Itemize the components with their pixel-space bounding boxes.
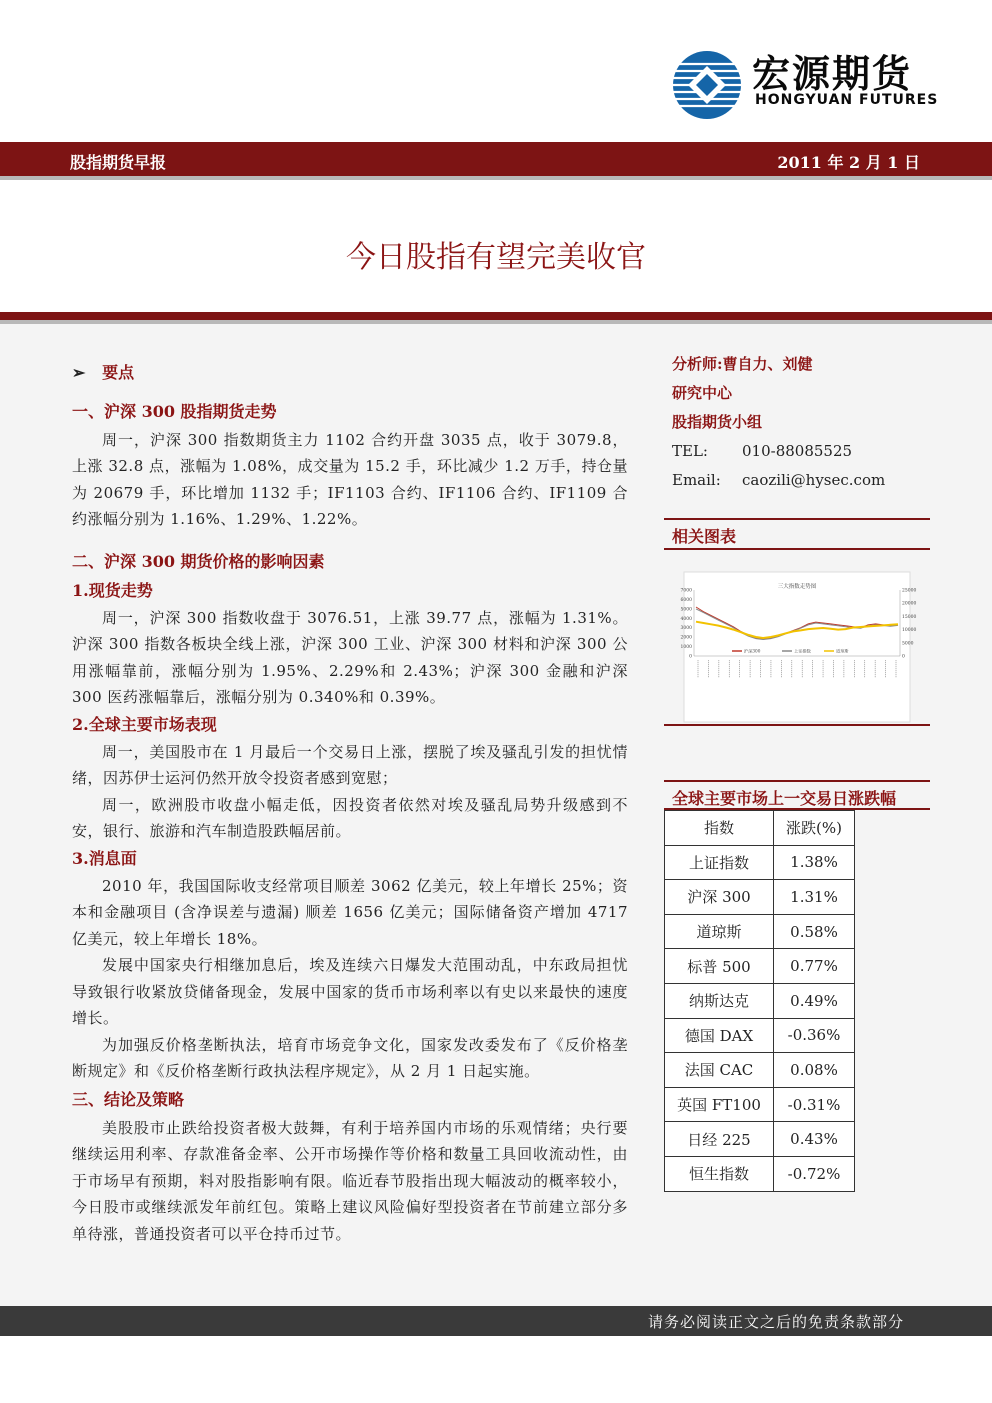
table-row <box>665 1018 855 1053</box>
brand-name-cn: 宏源期货 <box>752 52 913 96</box>
subsection-news-paragraph: 2010 年，我国国际收支经常项目顺差 3062 亿美元，较上年增长 25%；资本和金融项目 (含净误差与遗漏) 顺差 1656 亿美元；国际储备资产增加 4717 亿美元，较上年增长 18%。 <box>72 876 628 948</box>
y-tick-left: 5000 <box>680 607 692 613</box>
report-date: 2011 年 2 月 1 日 <box>777 153 920 172</box>
chart-divider <box>664 724 930 726</box>
index-change: 0.77% <box>774 949 855 984</box>
y-tick-right: 10000 <box>902 628 917 634</box>
subsection-spot-paragraph: 周一，沪深 300 指数收盘于 3076.51，上涨 39.77 点，涨幅为 1.31%。沪深 300 指数各板块全线上涨，沪深 300 工业、沪深 300 材料和沪深 300 公用涨幅靠前，涨幅分别为 1.95%、2.29%和 2.43%；沪深 300 金融和沪深 300 医药涨幅靠后，涨幅分别为 0.340%和 0.39%。 <box>72 608 628 706</box>
table-row <box>665 880 855 915</box>
index-change: 0.08% <box>774 1053 855 1088</box>
email-row <box>672 466 932 495</box>
y-tick-left: 7000 <box>680 588 692 594</box>
index-change: -0.31% <box>774 1087 855 1122</box>
analyst-info <box>672 350 932 495</box>
markets-table <box>664 810 855 1192</box>
y-tick-right: 20000 <box>902 601 917 607</box>
brand-name-en: HONGYUAN FUTURES <box>755 92 939 108</box>
index-name: 标普 500 <box>665 949 774 984</box>
y-tick-right: 25000 <box>902 588 917 594</box>
subsection-news-paragraph: 发展中国家央行相继加息后，埃及连续六日爆发大范围动乱，中东政局担忧导致银行收紧放贷储备现金，发展中国家的货币市场利率以有史以来最快的速度增长。 <box>72 956 628 1027</box>
index-change: 0.43% <box>774 1122 855 1157</box>
key-points-heading: ➢ 要点 <box>72 363 135 382</box>
index-change: 1.31% <box>774 880 855 915</box>
arrow-bullet-icon: ➢ <box>72 363 86 382</box>
index-name: 法国 CAC <box>665 1053 774 1088</box>
hongyuan-logo-icon <box>672 50 742 120</box>
table-row <box>665 1087 855 1122</box>
tel-row <box>672 437 932 466</box>
y-tick-right: 0 <box>902 654 905 660</box>
subsection-global-paragraph: 周一，欧洲股市收盘小幅走低，因投资者依然对埃及骚乱局势升级感到不安，银行、旅游和汽车制造股跌幅居前。 <box>72 795 628 840</box>
y-tick-left: 3000 <box>680 626 692 632</box>
table-row <box>665 949 855 984</box>
email-link[interactable]: caozili@hysec.com <box>742 471 886 489</box>
subsection-spot-heading: 1.现货走势 <box>72 580 153 600</box>
table-row <box>665 983 855 1018</box>
chart-title: 三大指数走势图 <box>777 584 817 590</box>
header-band-shadow <box>0 176 992 180</box>
tel-label: TEL: <box>672 442 708 460</box>
index-change: -0.36% <box>774 1018 855 1053</box>
title-divider <box>0 312 992 320</box>
legend-label: 上证指数 <box>794 648 811 654</box>
index-name: 上证指数 <box>665 845 774 880</box>
index-name: 纳斯达克 <box>665 983 774 1018</box>
y-tick-right: 15000 <box>902 614 917 620</box>
legend-label: 道琼斯 <box>836 648 849 654</box>
index-trend-chart <box>664 550 930 724</box>
table-row <box>665 1122 855 1157</box>
report-type: 股指期货早报 <box>70 153 167 172</box>
related-charts-heading: 相关图表 <box>664 518 930 550</box>
section-2-heading: 二、沪深 300 期货价格的影响因素 <box>72 551 325 571</box>
table-row <box>665 1156 855 1191</box>
section-1-paragraph: 周一，沪深 300 指数期货主力 1102 合约开盘 3035 点，收于 3079.8，上涨 32.8 点，涨幅为 1.08%，成交量为 15.2 手，环比减少 1.2 万手，持仓量为 20679 手，环比增加 1132 手；IF1103 合约、IF1106 合约、IF1109 合约涨幅分别为 1.16%、1.29%、1.22%。 <box>72 430 628 528</box>
research-dept: 研究中心 <box>672 384 733 402</box>
section-1-heading: 一、沪深 300 股指期货走势 <box>72 401 277 421</box>
main-content <box>72 360 628 1247</box>
y-tick-left: 4000 <box>680 616 692 622</box>
team-name: 股指期货小组 <box>672 413 763 431</box>
disclaimer-note: 请务必阅读正文之后的免责条款部分 <box>647 1313 904 1331</box>
tel-value: 010-88085525 <box>742 442 853 460</box>
email-label: Email: <box>672 471 721 489</box>
index-name: 英国 FT100 <box>665 1087 774 1122</box>
subsection-news-heading: 3.消息面 <box>72 848 137 868</box>
section-3-paragraph: 美股股市止跌给投资者极大鼓舞，有利于培养国内市场的乐观情绪；央行要继续运用利率、存款准备金率、公开市场操作等价格和数量工具回收流动性，由于市场早有预期，料对股指影响有限。临近春节股指出现大幅波动的概率较小，今日股市或继续派发年前红包。策略上建议风险偏好型投资者在节前建立部分多单待涨，普通投资者可以平仓持币过节。 <box>72 1118 628 1243</box>
index-change: -0.72% <box>774 1156 855 1191</box>
header-index: 指数 <box>665 811 774 846</box>
subsection-news-paragraph: 为加强反价格垄断执法，培育市场竞争文化，国家发改委发布了《反价格垄断规定》和《反价格垄断行政执法程序规定》，从 2 月 1 日起实施。 <box>72 1035 628 1080</box>
subsection-global-paragraph: 周一，美国股市在 1 月最后一个交易日上涨，摆脱了埃及骚乱引发的担忧情绪，因苏伊士运河仍然开放令投资者感到宽慰； <box>72 742 628 787</box>
page-title: 今日股指有望完美收官 <box>346 240 646 275</box>
subsection-global-heading: 2.全球主要市场表现 <box>72 714 217 734</box>
table-row <box>665 1053 855 1088</box>
index-name: 日经 225 <box>665 1122 774 1157</box>
y-tick-left: 0 <box>689 654 692 660</box>
header-change: 涨跌(%) <box>774 811 855 846</box>
index-name: 德国 DAX <box>665 1018 774 1053</box>
table-row <box>665 914 855 949</box>
y-tick-left: 1000 <box>680 645 692 651</box>
section-3-heading: 三、结论及策略 <box>72 1089 185 1109</box>
markets-heading: 全球主要市场上一交易日涨跌幅 <box>664 780 930 810</box>
index-change: 1.38% <box>774 845 855 880</box>
table-header-row <box>665 811 855 846</box>
y-tick-left: 2000 <box>680 635 692 641</box>
analyst-names: 分析师:曹自力、刘健 <box>672 355 813 373</box>
y-tick-left: 6000 <box>680 597 692 603</box>
table-row <box>665 845 855 880</box>
index-change: 0.49% <box>774 983 855 1018</box>
index-name: 沪深 300 <box>665 880 774 915</box>
index-name: 道琼斯 <box>665 914 774 949</box>
y-tick-right: 5000 <box>902 641 914 647</box>
legend-label: 沪深300 <box>744 648 761 654</box>
index-name: 恒生指数 <box>665 1156 774 1191</box>
chart-frame <box>684 572 910 722</box>
index-change: 0.58% <box>774 914 855 949</box>
